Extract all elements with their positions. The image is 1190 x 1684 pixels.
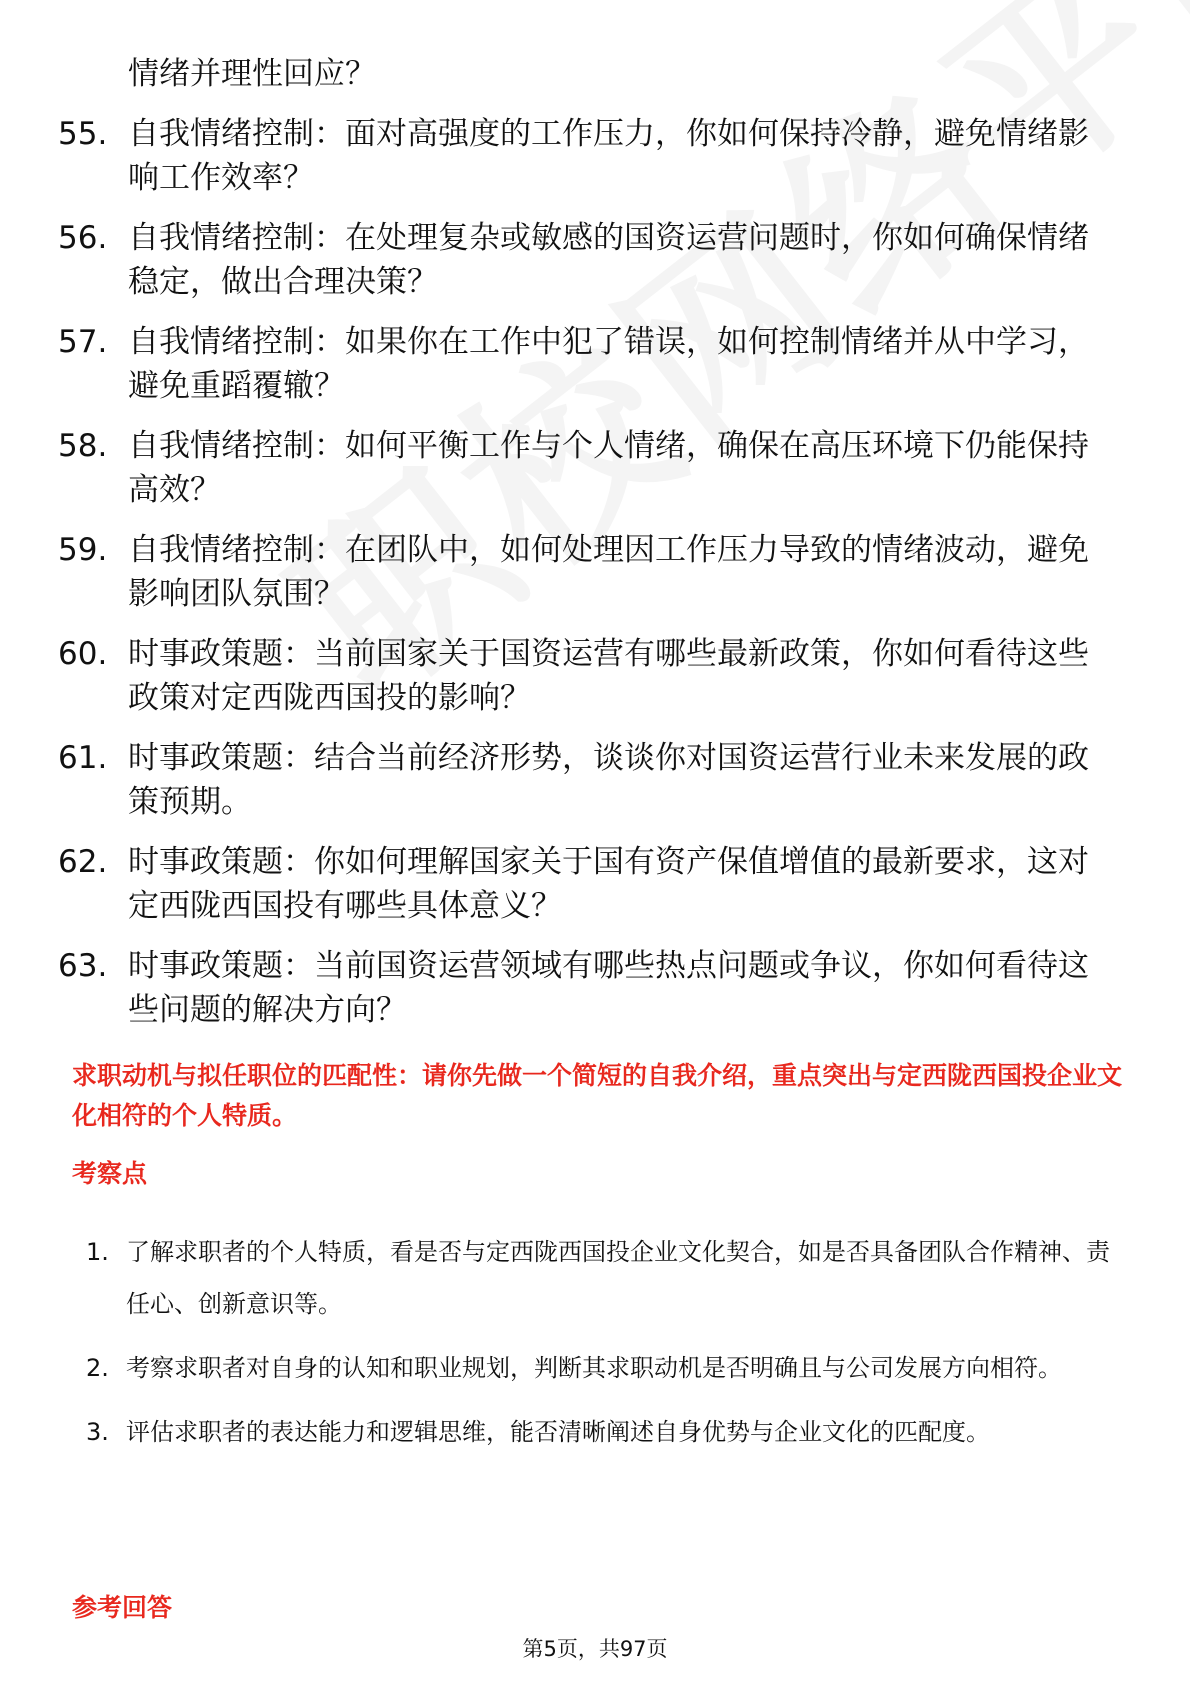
item-text: 自我情绪控制：如果你在工作中犯了错误，如何控制情绪并从中学习，避免重蹈覆辙？ (128, 324, 1089, 404)
item-text: 自我情绪控制：面对高强度的工作压力，你如何保持冷静，避免情绪影响工作效率？ (128, 116, 1089, 196)
item-text: 自我情绪控制：如何平衡工作与个人情绪，确保在高压环境下仍能保持高效？ (128, 428, 1089, 508)
item-number: 62. (58, 844, 108, 880)
item-text: 自我情绪控制：在处理复杂或敏感的国资运营问题时，你如何确保情绪稳定，做出合理决策？ (128, 220, 1089, 300)
list-item (86, 1406, 1126, 1458)
section-title: 求职动机与拟任职位的匹配性：请你先做一个简短的自我介绍，重点突出与定西陇西国投企业文化相符的个人特质。 (72, 1061, 1123, 1130)
list-item (58, 736, 1118, 824)
item-number: 63. (58, 948, 108, 984)
list-item (58, 424, 1118, 512)
item-number: 1. (86, 1238, 109, 1266)
item-text: 时事政策题：当前国家关于国资运营有哪些最新政策，你如何看待这些政策对定西陇西国投的影响？ (128, 636, 1089, 716)
continuation-line: 情绪并理性回应？ (128, 56, 376, 92)
item-number: 61. (58, 740, 108, 776)
list-item (58, 944, 1118, 1032)
list-item (58, 216, 1118, 304)
item-text: 时事政策题：结合当前经济形势，谈谈你对国资运营行业未来发展的政策预期。 (128, 740, 1089, 820)
item-text: 时事政策题：当前国资运营领域有哪些热点问题或争议，你如何看待这些问题的解决方向？ (128, 948, 1089, 1028)
cankao-heading: 参考回答 (72, 1593, 173, 1622)
item-number: 60. (58, 636, 108, 672)
item-number: 56. (58, 220, 108, 256)
list-item (86, 1226, 1126, 1330)
item-number: 58. (58, 428, 108, 464)
item-number: 59. (58, 532, 108, 568)
list-item (58, 112, 1118, 200)
item-number: 55. (58, 116, 108, 152)
list-item (86, 1342, 1126, 1394)
point-list (86, 1226, 1126, 1470)
list-item (58, 840, 1118, 928)
item-text: 评估求职者的表达能力和逻辑思维，能否清晰阐述自身优势与企业文化的匹配度。 (126, 1418, 990, 1446)
item-text: 自我情绪控制：在团队中，如何处理因工作压力导致的情绪波动，避免影响团队氛围？ (128, 532, 1089, 612)
item-number: 3. (86, 1418, 109, 1446)
list-item (58, 632, 1118, 720)
item-text: 考察求职者对自身的认知和职业规划，判断其求职动机是否明确且与公司发展方向相符。 (126, 1354, 1062, 1382)
page-footer: 第5页，共97页 (522, 1637, 668, 1661)
list-item (58, 320, 1118, 408)
list-item (58, 528, 1118, 616)
item-text: 时事政策题：你如何理解国家关于国有资产保值增值的最新要求，这对定西陇西国投有哪些具体意义？ (128, 844, 1089, 924)
kaocha-heading: 考察点 (72, 1159, 148, 1188)
item-text: 了解求职者的个人特质，看是否与定西陇西国投企业文化契合，如是否具备团队合作精神、责任心、创新意识等。 (126, 1238, 1110, 1318)
item-number: 57. (58, 324, 108, 360)
question-list (58, 112, 1118, 1048)
item-number: 2. (86, 1354, 109, 1382)
